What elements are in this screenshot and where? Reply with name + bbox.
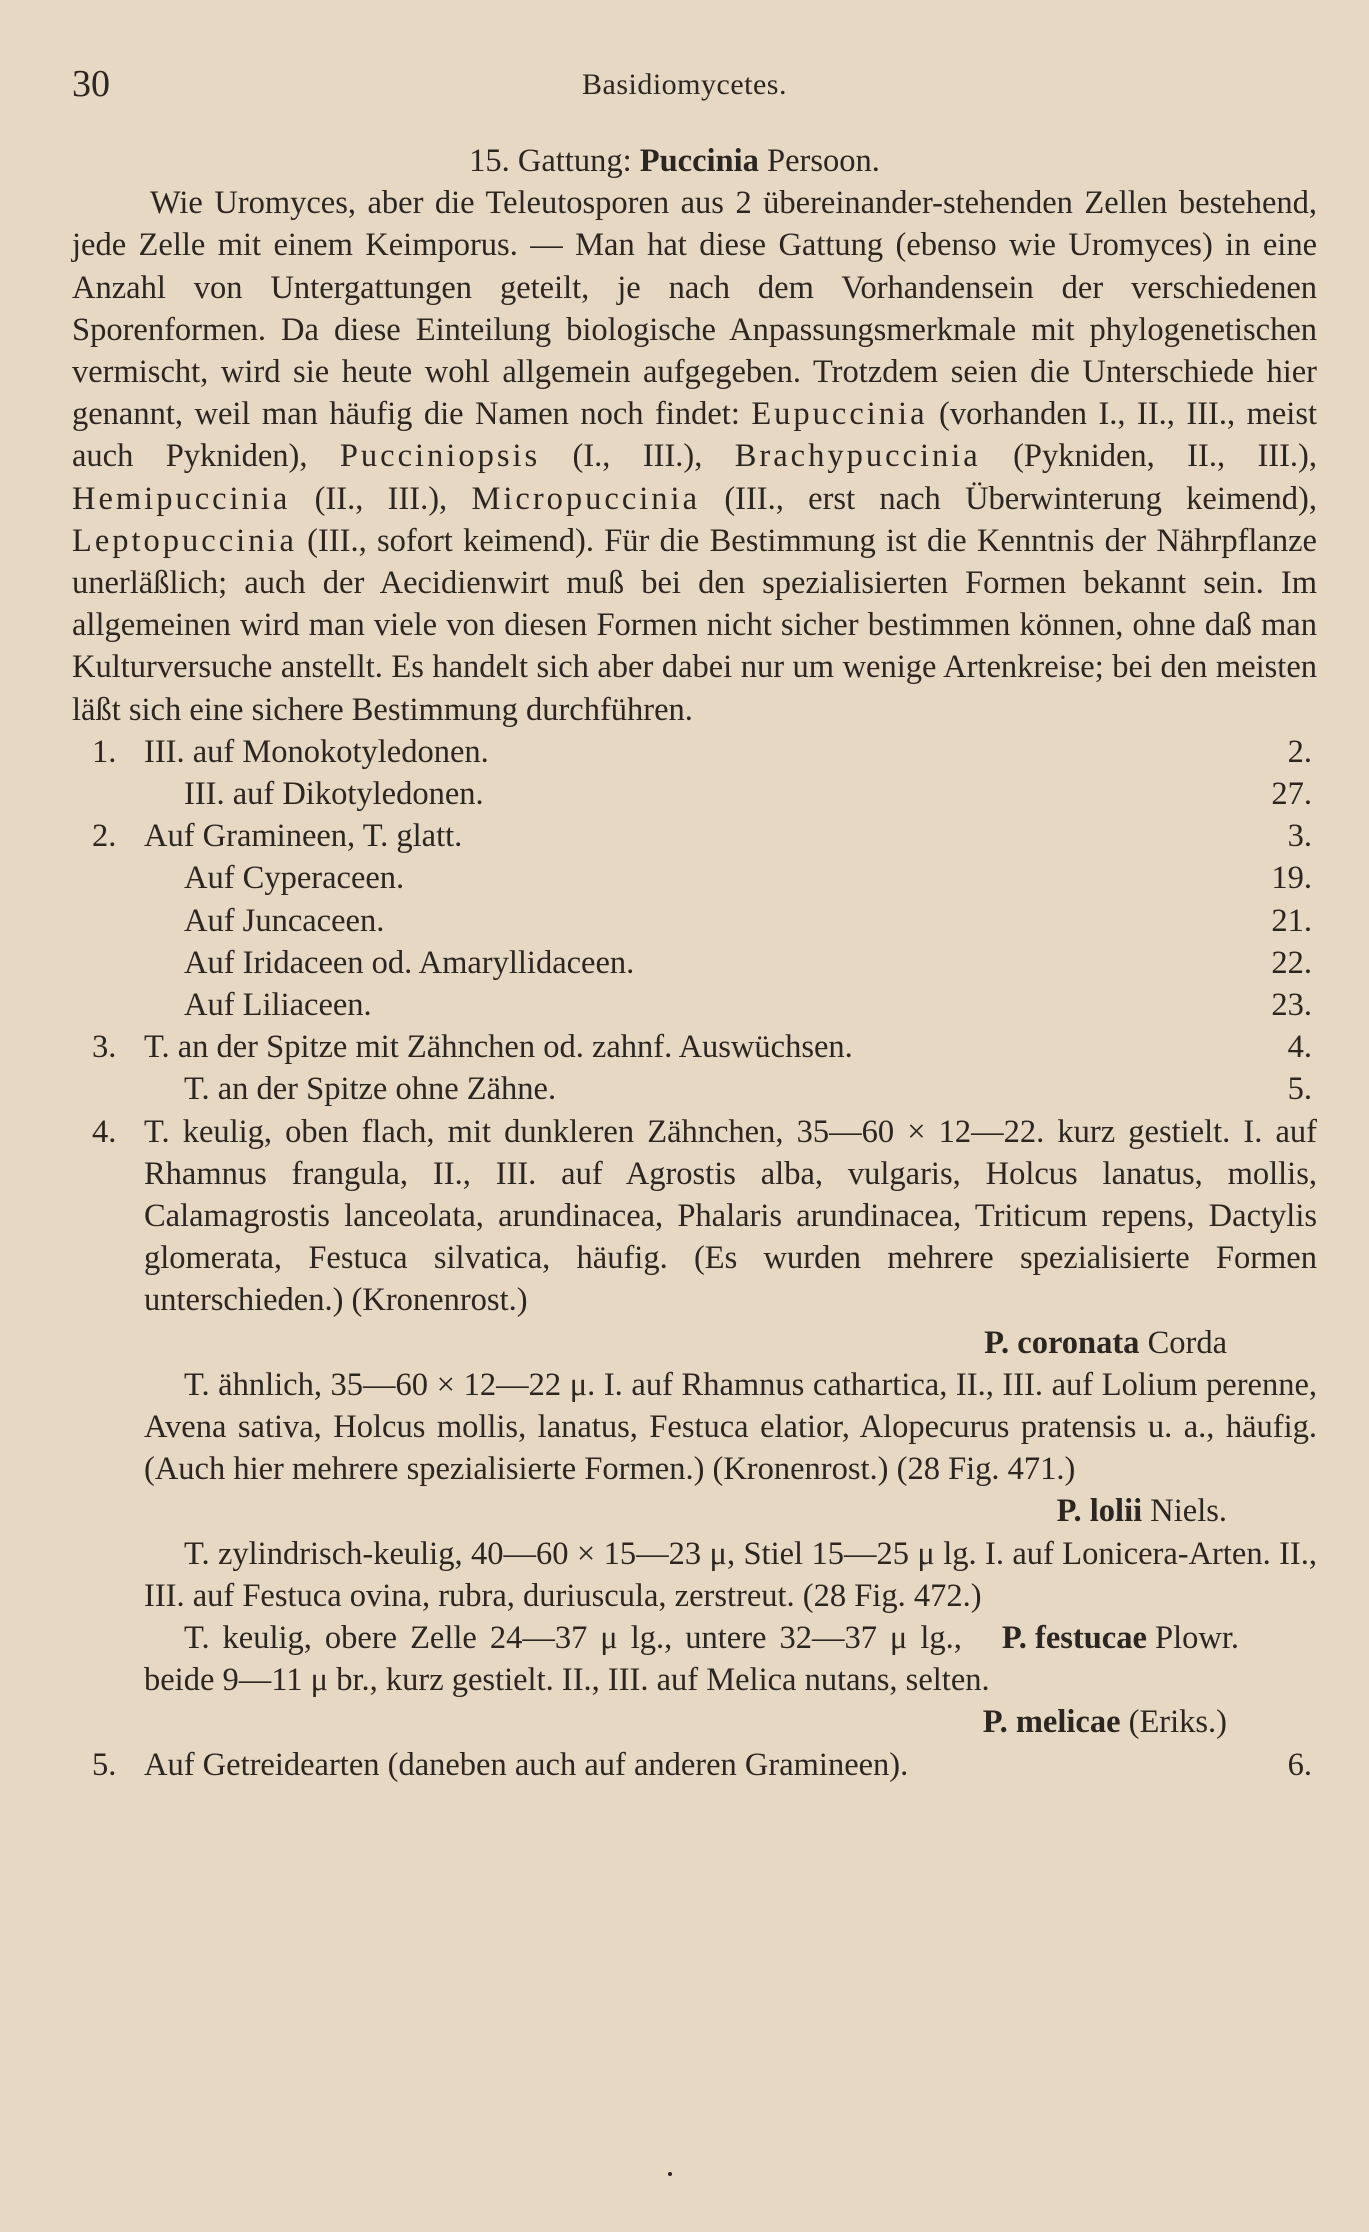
page-body [72, 140, 1317, 1786]
species-name-line [72, 1490, 1317, 1532]
subgenus-leptopuccinia: Leptopuccinia [72, 522, 297, 559]
species-name: P. melicae [982, 1704, 1121, 1741]
subgenus-eupuccinia: Eupuccinia [751, 396, 928, 433]
key-text: Auf Getreidearten (daneben auch auf anderen Gramineen). [144, 1746, 909, 1783]
intro-text-7: (III., sofort keimend). Für die Bestimmung ist die Kenntnis der Nährpflanze unerläßlich; auch der Aecidienwirt muß bei den spezialisierten Formen bekannt sein. Im allgemeinen wird man viele von diesen Formen nicht sicher bestimmen können, ohne daß man Kulturversuche anstellt. Es handelt sich aber dabei nur um wenige Artenkreise; bei den meisten läßt sich eine sichere Bestimmung durchführen. [72, 522, 1317, 728]
key-row [72, 984, 1317, 1026]
key-row [72, 815, 1317, 857]
key-text: T. an der Spitze ohne Zähne. [184, 1071, 557, 1108]
key-row [72, 1068, 1317, 1110]
print-mark [668, 2172, 672, 2176]
species-author: Plowr. [1146, 1619, 1239, 1656]
key-row [72, 731, 1317, 773]
species-author: Corda [1139, 1324, 1227, 1361]
key-reference: 27. [1271, 776, 1312, 813]
subgenus-brachypuccinia: Brachypuccinia [734, 438, 981, 475]
species-name-line [72, 1322, 1317, 1364]
key-text: Auf Cyperaceen. [184, 860, 405, 897]
intro-text-4: (Pykniden, II., III.), [980, 438, 1317, 475]
key-number: 2. [92, 818, 117, 855]
key-text: T. an der Spitze mit Zähnchen od. zahnf. Auswüchsen. [144, 1029, 853, 1066]
key-text: Auf Gramineen, T. glatt. [144, 818, 463, 855]
genus-prefix: 15. Gattung: [469, 143, 640, 179]
key-text: III. auf Monokotyledonen. [144, 733, 489, 770]
intro-paragraph [72, 182, 1317, 731]
species-description [72, 1533, 1317, 1656]
page-number: 30 [72, 63, 110, 105]
intro-text-6: (III., erst nach Überwinterung keimend), [700, 480, 1317, 517]
key-reference: 19. [1271, 860, 1312, 897]
key-reference: 4. [1287, 1029, 1312, 1066]
species-description [72, 1617, 1317, 1701]
key-reference: 2. [1287, 733, 1312, 770]
key-reference: 3. [1287, 818, 1312, 855]
key-reference: 23. [1271, 986, 1312, 1023]
running-title: Basidiomycetes. [582, 68, 787, 101]
species-description [72, 1111, 1317, 1322]
species-description [72, 1364, 1317, 1491]
key-row [72, 942, 1317, 984]
description-text: T. keulig, oben flach, mit dunkleren Zähnchen, 35—60 × 12—22. kurz gestielt. I. auf Rhamnus frangula, II., III. auf Agrostis alba, vulgaris, Holcus lanatus, mollis, Calamagrostis lanceolata, arundinacea, Phalaris arundinacea, Triticum repens, Dactylis glomerata, Festuca silvatica, häufig. (Es wurden mehrere spezialisierte Formen unterschieden.) (Kronenrost.) [144, 1113, 1317, 1319]
key-text: Auf Iridaceen od. Amaryllidaceen. [184, 944, 635, 981]
genus-author: Persoon. [758, 143, 880, 179]
key-reference: 5. [1287, 1071, 1312, 1108]
genus-name: Puccinia [639, 143, 759, 179]
key-number: 3. [92, 1029, 117, 1066]
key-text: Auf Liliaceen. [184, 986, 372, 1023]
species-name: P. coronata [984, 1324, 1140, 1361]
key-number: 5. [92, 1746, 117, 1783]
key-row [72, 1026, 1317, 1068]
key-number: 1. [92, 733, 117, 770]
key-row [72, 1744, 1317, 1786]
key-reference: 22. [1271, 944, 1312, 981]
key-row [72, 773, 1317, 815]
subgenus-micropuccinia: Micropuccinia [471, 480, 701, 517]
key-row [72, 857, 1317, 899]
key-reference: 21. [1271, 902, 1312, 939]
key-reference: 6. [1287, 1746, 1312, 1783]
intro-text-3: (I., III.), [540, 438, 735, 475]
subgenus-hemipuccinia: Hemipuccinia [72, 480, 291, 517]
species-name: P. festucae [1001, 1619, 1147, 1656]
description-text: T. ähnlich, 35—60 × 12—22 μ. I. auf Rhamnus cathartica, II., III. auf Lolium perenne, Avena sativa, Holcus mollis, lanatus, Festuca elatior, Alopecurus pratensis u. a., häufig. (Auch hier mehrere spezialisierte Formen.) (Kronenrost.) (28 Fig. 471.) [144, 1366, 1317, 1488]
key-number: 4. [92, 1113, 117, 1150]
page-header [72, 62, 1297, 112]
description-text: T. keulig, obere Zelle 24—37 μ lg., untere 32—37 μ lg., beide 9—11 μ br., kurz gestielt. II., III. auf Melica nutans, selten. [144, 1619, 990, 1699]
intro-text-5: (II., III.), [290, 480, 472, 517]
subgenus-pucciniopsis: Pucciniopsis [339, 438, 541, 475]
key-text: Auf Juncaceen. [184, 902, 385, 939]
species-author: Niels. [1142, 1493, 1227, 1530]
intro-text-1: Wie Uromyces, aber die Teleutosporen aus 2 übereinander-stehenden Zellen bestehend, jede Zelle mit einem Keimporus. — Man hat diese Gattung (ebenso wie Uromyces) in eine Anzahl von Untergattungen geteilt, je nach dem Vorhandensein der verschiedenen Sporenformen. Da diese Einteilung biologische Anpassungsmerkmale mit phylogenetischen vermischt, wird sie heute wohl allgemein aufgegeben. Trotzdem seien die Unterschiede hier genannt, weil man häufig die Namen noch findet: [72, 185, 1317, 433]
description-text: T. zylindrisch-keulig, 40—60 × 15—23 μ, Stiel 15—25 μ lg. I. auf Lonicera-Arten. II., III. auf Festuca ovina, rubra, duriuscula, zerstreut. (28 Fig. 472.) [144, 1535, 1317, 1614]
intro-text-2: (vorhanden I., II., III., meist auch Pykniden), [72, 396, 1317, 475]
key-text: III. auf Dikotyledonen. [184, 776, 484, 813]
genus-heading [32, 140, 1317, 182]
key-row [72, 900, 1317, 942]
species-name-line [72, 1701, 1317, 1743]
species-author: (Eriks.) [1120, 1704, 1227, 1741]
species-name: P. lolii [1056, 1493, 1143, 1530]
